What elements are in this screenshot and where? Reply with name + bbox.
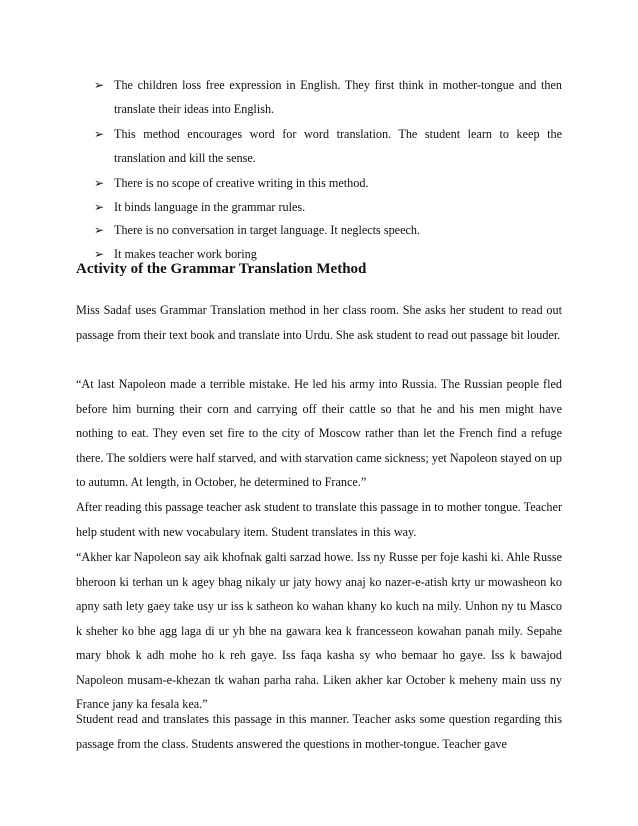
arrow-bullet-icon: ➢ — [94, 78, 105, 92]
list-item-text: There is no conversation in target language. It neglects speech. — [114, 223, 421, 237]
list-item — [94, 219, 562, 243]
paragraph-instruction: After reading this passage teacher ask student to translate this passage in to mother tongue. Teacher help student with new vocabulary item. Student translates in this way. — [76, 500, 562, 539]
paragraph-conclusion: Student read and translates this passage in this manner. Teacher asks some question regarding this passage from the class. Students answered the questions in mother-tongue. Teacher gave — [76, 712, 562, 751]
list-item-text: This method encourages word for word translation. The student learn to keep the translation and kill the sense. — [114, 127, 562, 165]
list-item-text: The children loss free expression in English. They first think in mother-tongue and then translate their ideas into English. — [114, 78, 562, 116]
arrow-bullet-icon: ➢ — [94, 199, 105, 214]
list-item-text: It makes teacher work boring — [114, 246, 257, 261]
arrow-bullet-icon: ➢ — [94, 223, 105, 237]
arrow-bullet-icon: ➢ — [94, 176, 105, 190]
arrow-bullet-icon: ➢ — [94, 127, 105, 141]
paragraph-passage-english: “At last Napoleon made a terrible mistake. He led his army into Russia. The Russian people fled before him burning their corn and carrying off their cattle so that he and his men might have nothing to eat. They even set fire to the city of Moscow rather than let the French find a refuge there. The soldiers were half starved, and with starvation came sickness; yet Napoleon stayed on up to autumn. At length, in October, he determined to France.” — [76, 377, 562, 489]
paragraph-intro: Miss Sadaf uses Grammar Translation method in her class room. She asks her student to read out passage from their text book and translate into Urdu. She ask student to read out passage bit louder. — [76, 303, 562, 342]
paragraph-passage-translation: “Akher kar Napoleon say aik khofnak galti sarzad howe. Iss ny Russe per foje kashi ki. Ahle Russe bheroon ki terhan un k agey bhag nikaly ur jaty howy anaj ko nazer-e-atish krty ur mowasheon ko apny sath lety gaey take usy ur iss k satheon ko wahan khany ko kuch na mily. Unhon ny tu Masco k sheher ko bhe agg laga di ur yh bhe na gawara kea k francesseon kowahan panah mily. Sepahe mary bhok k adh mohe ho k reh gaye. Iss faqa kasha sy who bemaar ho gaye. Iss k bawajod Napoleon musam-e-khezan tk wahan parha raha. Liken akher kar October k meheny main uss ny France jany ka fesala kea.” — [76, 550, 562, 711]
disadvantages-list — [94, 74, 562, 266]
list-item — [94, 123, 562, 172]
list-item-text: There is no scope of creative writing in this method. — [114, 176, 369, 190]
list-item — [94, 172, 562, 196]
list-item — [94, 74, 562, 123]
list-item — [94, 196, 562, 220]
section-heading: Activity of the Grammar Translation Method — [76, 261, 367, 277]
list-item-text: It binds language in the grammar rules. — [114, 199, 306, 214]
arrow-bullet-icon: ➢ — [94, 246, 105, 261]
